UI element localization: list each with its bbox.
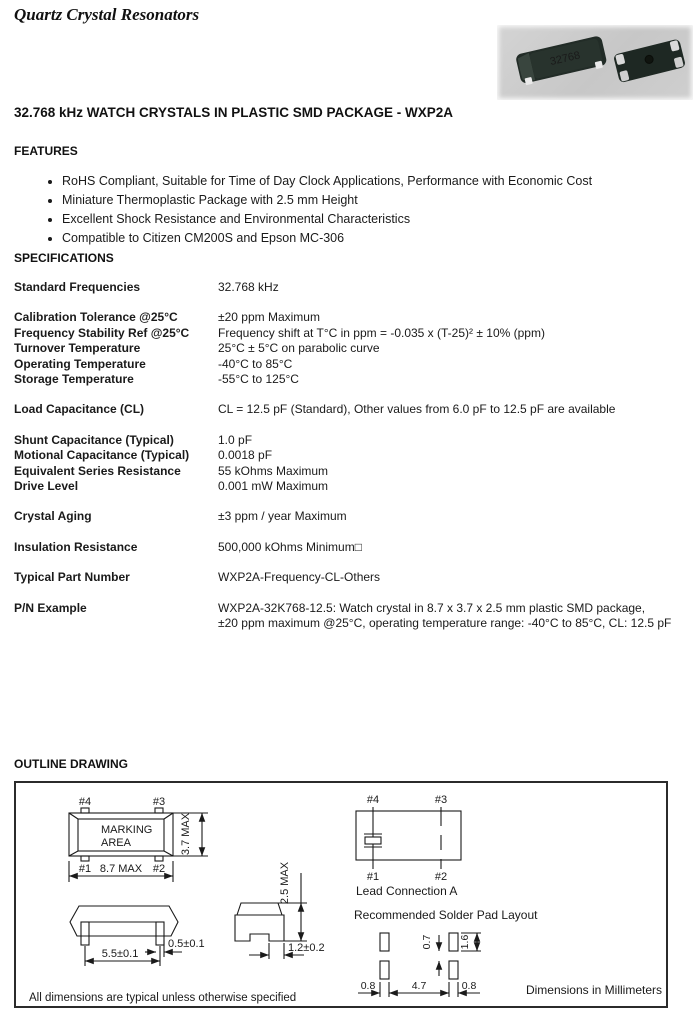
spec-row [14,601,686,632]
page-title: 32.768 kHz WATCH CRYSTALS IN PLASTIC SMD PACKAGE - WXP2A [14,105,454,120]
spec-label: Typical Part Number [14,570,130,585]
spec-value: WXP2A-32K768-12.5: Watch crystal in 8.7 x 3.7 x 2.5 mm plastic SMD package, ±20 ppm maximum @25°C, operating temperature range: -40°C to 85°C, CL: 12.5 pF [218,600,672,631]
feature-item: • Compatible to Citizen CM200S and Epson MC-306 [62,229,592,248]
spec-row [14,479,686,494]
spec-label: Equivalent Series Resistance [14,463,181,478]
top-view-pad3-label: #3 [152,796,166,808]
spec-row [14,540,686,555]
spec-value: 1.0 pF [218,432,253,447]
spec-row [14,372,686,387]
spec-row [14,464,686,479]
spec-row [14,326,686,341]
marking-area-line2: AREA [101,837,131,849]
spec-table [14,280,686,632]
spec-label: Drive Level [14,479,79,494]
spec-label: Shunt Capacitance (Typical) [14,432,174,447]
outline-drawing-graphic [16,783,666,1006]
spec-row [14,402,686,417]
spec-row [14,509,686,524]
spec-label: Turnover Temperature [14,341,141,356]
end-view-width-dim: 1.2±0.2 [288,942,325,954]
spec-value: -55°C to 125°C [218,372,299,387]
spec-row [14,433,686,448]
lead-connection-caption: Lead Connection A [356,884,458,898]
feature-item: • Excellent Shock Resistance and Environmental Characteristics [62,210,592,229]
product-photo [497,25,693,100]
feature-item: • Miniature Thermoplastic Package with 2.5 mm Height [62,191,592,210]
spec-label: Calibration Tolerance @25°C [14,310,178,325]
spec-label: Standard Frequencies [14,280,141,294]
spec-row [14,341,686,356]
top-view-pad4-label: #4 [78,796,92,808]
spec-value: 25°C ± 5°C on parabolic curve [218,341,380,356]
spec-label: P/N Example [14,600,87,615]
crystal-photo-graphic [497,25,693,100]
features-list [40,172,592,248]
top-view-pad1-label: #1 [78,863,92,875]
spec-row [14,570,686,585]
spec-label: Frequency Stability Ref @25°C [14,325,190,340]
spec-value: ±20 ppm Maximum [218,310,320,325]
side-view-length-dim: 5.5±0.1 [101,948,139,960]
spec-label: Crystal Aging [14,509,92,524]
spec-label: Motional Capacitance (Typical) [14,448,190,463]
spec-value: ±3 ppm / year Maximum [218,509,347,524]
spec-value: 500,000 kOhms Minimum□ [218,539,362,554]
drawing-note-left: All dimensions are typical unless otherwise specified [29,992,297,1004]
brand-title: Quartz Crystal Resonators [14,5,200,24]
lead-connection-pad2-label: #2 [434,871,448,883]
spec-value: 55 kOhms Maximum [218,463,329,478]
marking-area-line1: MARKING [101,824,153,836]
spec-value: 0.001 mW Maximum [218,479,329,494]
spec-label: Operating Temperature [14,356,146,371]
outline-drawing-heading: OUTLINE DRAWING [14,757,128,771]
crystal-left [515,35,608,86]
spec-value: -40°C to 85°C [218,356,293,371]
drawing-note-right: Dimensions in Millimeters [525,983,662,997]
lead-connection-pad1-label: #1 [366,871,380,883]
crystal-right [613,39,686,84]
spec-row [14,357,686,372]
lead-connection-pad4-label: #4 [366,794,380,806]
feature-item: • RoHS Compliant, Suitable for Time of Day Clock Applications, Performance with Economic Cost [62,172,592,191]
solder-pad-width-left-dim: 0.8 [360,980,376,992]
solder-pad-title: Recommended Solder Pad Layout [354,908,538,922]
spec-row [14,448,686,463]
spec-row [14,280,686,295]
spec-value: 32.768 kHz [218,280,279,294]
spec-row [14,310,686,325]
side-view-lead-dim: 0.5±0.1 [168,938,205,950]
spec-label: Storage Temperature [14,372,134,387]
spec-value: Frequency shift at T°C in ppm = -0.035 x (T-25)² ± 10% (ppm) [218,325,545,340]
spec-label: Insulation Resistance [14,539,138,554]
top-view-height-dim: 3.7 MAX [180,812,192,856]
spec-value: CL = 12.5 pF (Standard), Other values from 6.0 pF to 12.5 pF are available [218,402,616,417]
solder-pad-width-right-dim: 0.8 [461,980,477,992]
specifications-heading: SPECIFICATIONS [14,251,114,265]
lead-connection-pad3-label: #3 [434,794,448,806]
end-view-height-dim: 2.5 MAX [279,861,291,905]
solder-pad-pitch-dim: 4.7 [411,980,427,992]
top-view-pad2-label: #2 [152,863,166,875]
features-heading: FEATURES [14,144,78,158]
crystal-marking-text: 32768 [548,49,582,69]
solder-pad-height-dim: 1.6 [459,934,471,950]
spec-label: Load Capacitance (CL) [14,402,145,417]
spec-value: WXP2A-Frequency-CL-Others [218,570,381,585]
outline-drawing-box [14,781,668,1008]
lead-connection-diagram [356,807,461,869]
solder-pad-gap-dim: 0.7 [421,934,433,950]
top-view-width-dim: 8.7 MAX [99,863,143,875]
spec-value: 0.0018 pF [218,448,273,463]
